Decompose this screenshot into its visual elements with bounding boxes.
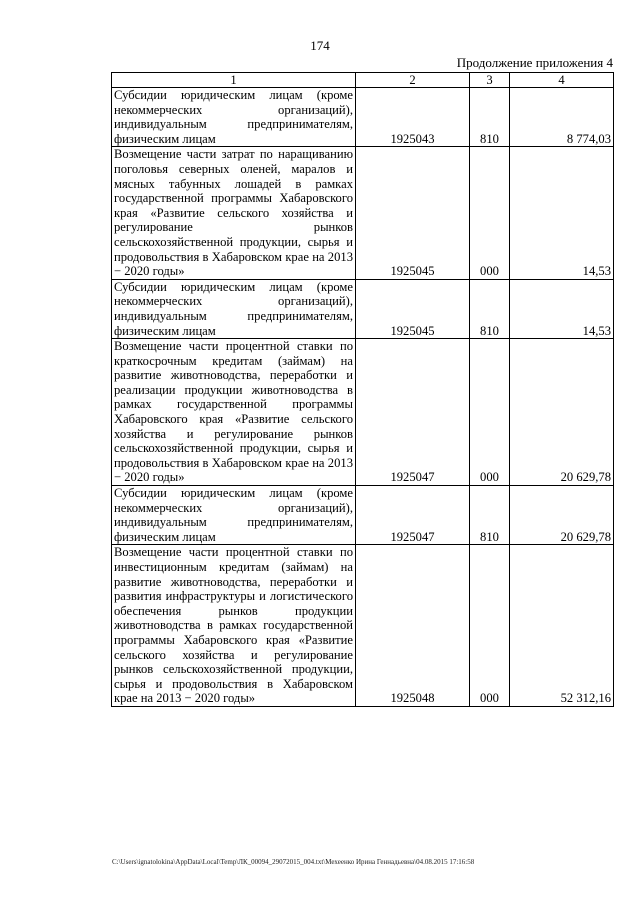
column-header-1: 1 <box>112 73 356 88</box>
continuation-caption: Продолжение приложения 4 <box>456 55 613 70</box>
row-target-code: 1925045 <box>356 147 470 279</box>
column-header-3: 3 <box>470 73 510 88</box>
table-row <box>112 279 614 338</box>
row-expense-type: 000 <box>470 147 510 279</box>
appendix-table <box>111 72 614 707</box>
table-header-row <box>112 73 614 88</box>
row-description: Возмещение части процентной ставки по краткосрочным кредитам (займам) на развитие животноводства, переработки и реализации продукции животноводства в рамках государственной программы Хабаровского края «Развитие сельского хозяйства и регулирование рынков сельскохозяйственной продукции, сырья и продовольствия в Хабаровском крае на 2013 − 2020 годы» <box>112 339 356 486</box>
row-description: Субсидии юридическим лицам (кроме некоммерческих организаций), индивидуальным предпринимателям, физическим лицам <box>112 486 356 545</box>
row-target-code: 1925047 <box>356 486 470 545</box>
row-description: Субсидии юридическим лицам (кроме некоммерческих организаций), индивидуальным предпринимателям, физическим лицам <box>112 279 356 338</box>
row-description: Возмещение части затрат по наращиванию поголовья северных оленей, маралов и мясных табунных лошадей в рамках государственной программы Хабаровского края «Развитие сельского хозяйства и регулирование рынков сельскохозяйственной продукции, сырья и продовольствия в Хабаровском крае на 2013 − 2020 годы» <box>112 147 356 279</box>
row-target-code: 1925043 <box>356 88 470 147</box>
row-expense-type: 810 <box>470 486 510 545</box>
row-expense-type: 000 <box>470 339 510 486</box>
table-row <box>112 545 614 707</box>
table-row <box>112 147 614 279</box>
row-amount: 52 312,16 <box>510 545 614 707</box>
page-number: 174 <box>310 38 330 53</box>
column-header-2: 2 <box>356 73 470 88</box>
row-description: Субсидии юридическим лицам (кроме некоммерческих организаций), индивидуальным предпринимателям, физическим лицам <box>112 88 356 147</box>
table-row <box>112 486 614 545</box>
row-amount: 20 629,78 <box>510 486 614 545</box>
row-target-code: 1925045 <box>356 279 470 338</box>
table-row <box>112 339 614 486</box>
row-amount: 14,53 <box>510 147 614 279</box>
row-expense-type: 810 <box>470 279 510 338</box>
row-expense-type: 810 <box>470 88 510 147</box>
row-description: Возмещение части процентной ставки по инвестиционным кредитам (займам) на развитие животноводства, переработки и развития инфраструктуры и логистического обеспечения рынков продукции животноводства в рамках государственной программы Хабаровского края «Развитие сельского хозяйства и регулирование рынков сельскохозяйственной продукции, сырья и продовольствия в Хабаровском крае на 2013 − 2020 годы» <box>112 545 356 707</box>
row-amount: 8 774,03 <box>510 88 614 147</box>
row-expense-type: 000 <box>470 545 510 707</box>
table-row <box>112 88 614 147</box>
row-amount: 14,53 <box>510 279 614 338</box>
row-target-code: 1925048 <box>356 545 470 707</box>
file-path-footer: C:\Users\ignatolokina\AppData\Local\Temp\ЛК_00094_29072015_004.txt\Мехеенко Ирина Геннадьевна\04.08.2015 17:16:58 <box>112 858 475 866</box>
row-target-code: 1925047 <box>356 339 470 486</box>
column-header-4: 4 <box>510 73 614 88</box>
row-amount: 20 629,78 <box>510 339 614 486</box>
